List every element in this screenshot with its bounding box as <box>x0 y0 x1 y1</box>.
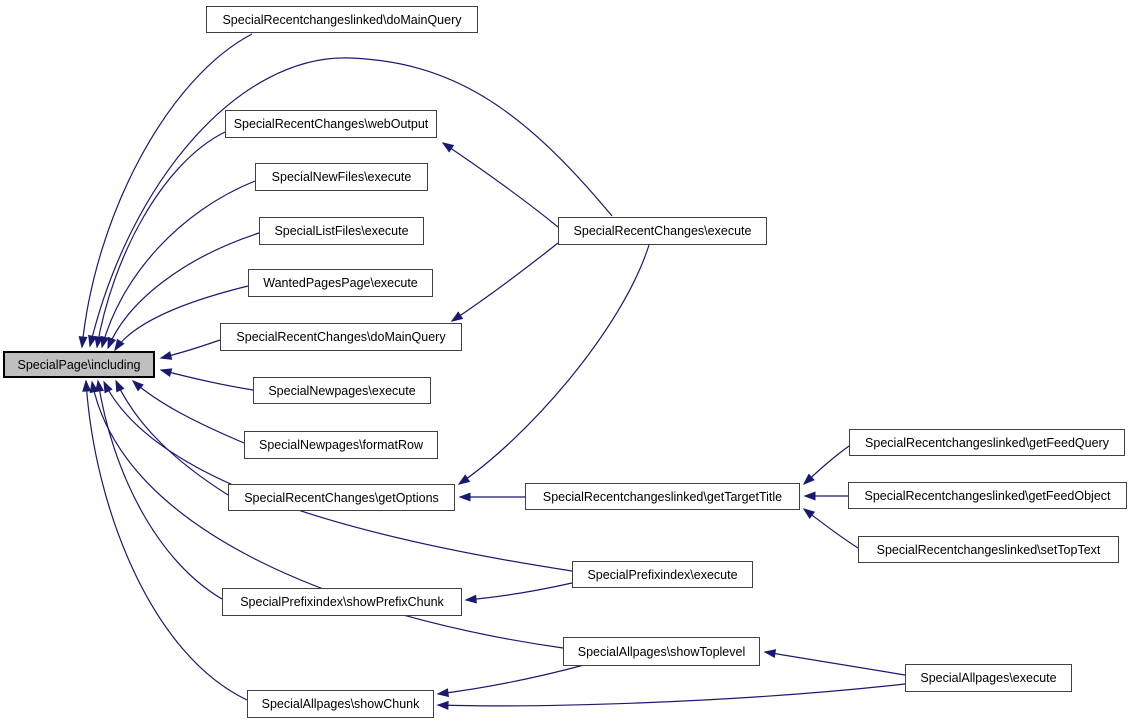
node-wantedpages-execute[interactable]: WantedPagesPage\execute <box>248 269 433 297</box>
edge-prefixindex-execute-to-sp-including <box>104 382 572 571</box>
node-rc-getoptions[interactable]: SpecialRecentChanges\getOptions <box>228 484 455 511</box>
edge-rc-execute-to-rc-weboutput <box>443 143 558 227</box>
edge-allpages-showtoplevel-to-allpages-showchunk <box>438 665 584 694</box>
edge-allpages-execute-to-allpages-showtoplevel <box>765 652 905 675</box>
node-rcl-getfeedquery[interactable]: SpecialRecentchangeslinked\getFeedQuery <box>849 429 1125 456</box>
node-newfiles-execute[interactable]: SpecialNewFiles\execute <box>255 163 428 191</box>
node-allpages-showchunk[interactable]: SpecialAllpages\showChunk <box>247 690 434 718</box>
edge-rc-execute-to-sp-including <box>90 58 612 346</box>
node-rc-domainquery[interactable]: SpecialRecentChanges\doMainQuery <box>220 323 462 351</box>
edge-rc-execute-to-rc-domainquery <box>452 243 558 321</box>
edge-prefixindex-execute-to-prefixindex-showprefixchunk <box>466 583 572 600</box>
node-rcl-gettargettitle[interactable]: SpecialRecentchangeslinked\getTargetTitle <box>525 483 800 510</box>
node-prefixindex-execute[interactable]: SpecialPrefixindex\execute <box>572 561 753 588</box>
edge-prefixindex-showprefixchunk-to-sp-including <box>98 381 222 599</box>
node-rcl-getfeedobject[interactable]: SpecialRecentchangeslinked\getFeedObject <box>848 482 1127 509</box>
node-rcl-settoptext[interactable]: SpecialRecentchangeslinked\setTopText <box>858 536 1119 563</box>
node-sp-including[interactable]: SpecialPage\including <box>3 351 155 378</box>
edge-newpages-formatrow-to-sp-including <box>133 381 244 443</box>
node-rcl-domainquery[interactable]: SpecialRecentchangeslinked\doMainQuery <box>206 6 478 33</box>
edge-rc-domainquery-to-sp-including <box>161 340 220 358</box>
edge-newpages-execute-to-sp-including <box>161 370 253 390</box>
edge-rcl-settoptext-to-rcl-gettargettitle <box>804 509 858 548</box>
node-allpages-execute[interactable]: SpecialAllpages\execute <box>905 664 1072 692</box>
node-newpages-execute[interactable]: SpecialNewpages\execute <box>253 377 431 404</box>
node-newpages-formatrow[interactable]: SpecialNewpages\formatRow <box>244 431 438 459</box>
edge-allpages-showchunk-to-sp-including <box>86 381 247 700</box>
edge-rc-execute-to-rc-getoptions <box>459 245 649 484</box>
edge-rc-getoptions-to-sp-including <box>116 381 228 495</box>
node-listfiles-execute[interactable]: SpecialListFiles\execute <box>259 217 424 245</box>
node-rc-weboutput[interactable]: SpecialRecentChanges\webOutput <box>225 110 437 138</box>
node-rc-execute[interactable]: SpecialRecentChanges\execute <box>558 217 767 245</box>
edge-allpages-execute-to-allpages-showchunk <box>438 684 905 706</box>
node-prefixindex-showprefixchunk[interactable]: SpecialPrefixindex\showPrefixChunk <box>222 588 462 616</box>
edge-rcl-getfeedquery-to-rcl-gettargettitle <box>804 446 849 484</box>
node-allpages-showtoplevel[interactable]: SpecialAllpages\showToplevel <box>563 637 760 666</box>
